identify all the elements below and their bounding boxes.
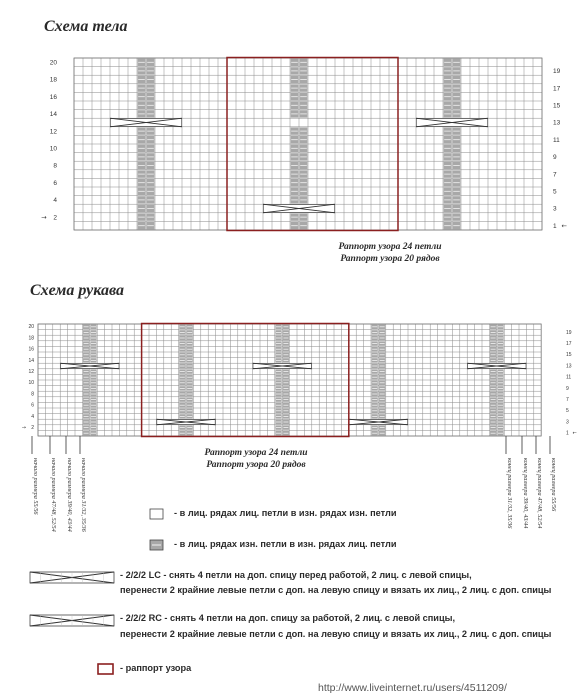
row-label-right: 13: [553, 119, 561, 127]
start-arrow-left: →: [41, 213, 47, 222]
repeat-icon: [98, 664, 113, 674]
size-label-left: начало размера 31/32, 35/36: [80, 458, 87, 532]
row-label-right: 5: [566, 408, 569, 415]
row-label-left: 20: [28, 324, 34, 331]
size-label-left: начало размера 39/40, 43/44: [66, 458, 73, 532]
row-label-left: 16: [28, 346, 34, 353]
row-label-left: 4: [53, 197, 57, 205]
row-label-right: 7: [553, 171, 557, 179]
row-label-right: 9: [553, 154, 557, 162]
legend-repeat-text: - раппорт узора: [120, 663, 192, 673]
row-label-left: 8: [31, 391, 34, 398]
row-label-right: 13: [566, 363, 572, 370]
sleeve-chart-title: Схема рукава: [30, 282, 124, 299]
body-repeat-rows: Раппорт узора 20 рядов: [340, 254, 440, 264]
row-label-right: 15: [566, 352, 572, 359]
start-arrow-left: →: [21, 425, 26, 431]
row-label-right: 7: [566, 397, 569, 403]
row-label-left: 4: [31, 413, 34, 420]
row-label-right: 11: [553, 136, 560, 144]
row-label-right: 5: [553, 188, 557, 196]
footer-url: http://www.liveinternet.ru/users/4511209/: [318, 682, 507, 694]
body-repeat-caption: [330, 241, 450, 265]
row-label-left: 18: [49, 76, 57, 84]
body-chart-title: Схема тела: [44, 18, 128, 35]
row-label-right: 3: [566, 419, 569, 426]
size-label-right: конец размера 39/40, 43/44: [522, 458, 529, 529]
row-label-left: 8: [53, 162, 57, 170]
legend-knit-text: - в лиц. рядах лиц. петли в изн. рядах изн. петли: [174, 508, 397, 518]
row-label-right: 3: [553, 205, 557, 213]
legend-rc-text-2: перенести 2 крайние левые петли с доп. на левую спицу и вязать их лиц., 2 лиц. с доп. спицы: [120, 629, 552, 639]
row-label-right: 1: [566, 430, 569, 437]
row-label-right: 9: [566, 385, 569, 392]
size-label-right: конец размера 47/48, 52/54: [536, 458, 543, 529]
row-label-left: 12: [49, 128, 57, 136]
body-repeat-stitches: Раппорт узора 24 петли: [338, 242, 442, 252]
row-label-left: 16: [49, 93, 57, 101]
row-label-right: 17: [553, 85, 561, 93]
legend-lc-text-2: перенести 2 крайние левые петли с доп. на левую спицу и вязать их лиц., 2 лиц. с доп. спицы: [120, 585, 552, 595]
size-label-right: конец размера 55/56: [550, 458, 557, 512]
body-chart-grid: [74, 58, 542, 231]
size-label-right: конец размера 31/32, 35/36: [506, 458, 513, 529]
row-label-left: 6: [53, 179, 57, 187]
row-label-left: 18: [28, 335, 34, 342]
row-label-left: 6: [31, 402, 34, 409]
row-label-left: 14: [49, 111, 57, 119]
row-label-left: 12: [28, 369, 34, 375]
knit-stitch-icon: [150, 509, 163, 519]
row-label-left: 2: [53, 214, 57, 222]
row-label-left: 14: [28, 357, 34, 364]
size-label-left: начало размера 47/48, 52/54: [50, 458, 57, 532]
sleeve-chart-grid: [38, 324, 541, 437]
start-arrow-right: ←: [572, 430, 577, 437]
legend-lc-text-1: - 2/2/2 LC - снять 4 петли на доп. спицу перед работой, 2 лиц. с левой спицы,: [120, 570, 472, 580]
legend-rc-text-1: - 2/2/2 RC - снять 4 петли на доп. спицу за работой, 2 лиц. с левой спицы,: [120, 613, 456, 623]
sleeve-row-labels: [22, 324, 577, 436]
row-label-right: 17: [566, 341, 572, 347]
sleeve-repeat-rows: Раппорт узора 20 рядов: [206, 460, 306, 470]
row-label-left: 2: [31, 425, 34, 431]
row-label-left: 10: [28, 380, 34, 387]
row-label-right: 1: [553, 222, 557, 230]
row-label-left: 20: [49, 59, 57, 67]
row-label-left: 10: [49, 145, 57, 153]
size-label-left: начало размера 55/56: [32, 458, 39, 515]
legend-purl-text: - в лиц. рядах изн. петли в изн. рядах лиц. петли: [174, 539, 397, 549]
row-label-right: 19: [553, 68, 561, 76]
sleeve-repeat-stitches: Раппорт узора 24 петли: [204, 448, 308, 458]
row-label-right: 15: [553, 102, 561, 110]
row-label-right: 11: [566, 374, 572, 381]
sleeve-repeat-caption: [196, 447, 316, 471]
start-arrow-right: ←: [561, 221, 567, 230]
row-label-right: 19: [566, 329, 572, 336]
